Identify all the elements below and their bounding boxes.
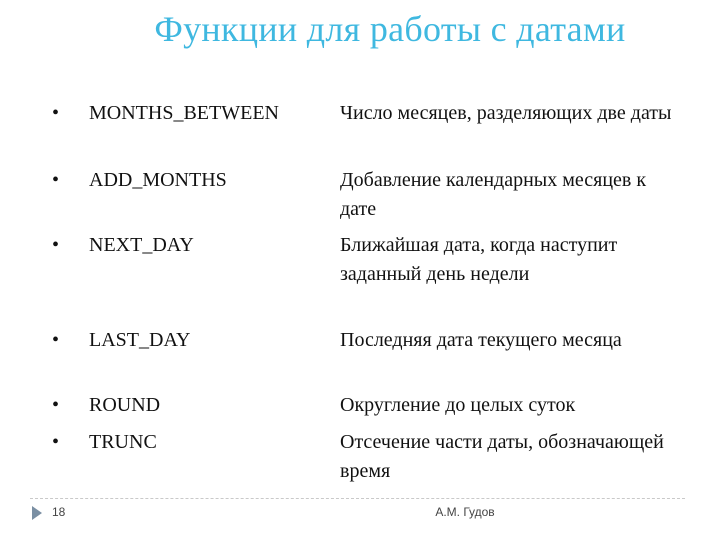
function-name: MONTHS_BETWEEN — [89, 102, 279, 124]
bullet: • — [52, 394, 60, 416]
page-number: 18 — [52, 505, 66, 519]
bullet: • — [52, 431, 60, 453]
bullet: • — [52, 169, 60, 191]
bullet: • — [52, 102, 60, 124]
function-description: Число месяцев, разделяющих две даты — [340, 102, 672, 124]
bullet: • — [52, 329, 60, 351]
function-name: LAST_DAY — [89, 329, 191, 351]
function-description: Ближайшая дата, когда наступит заданный день недели — [340, 234, 618, 285]
function-name: TRUNC — [89, 431, 157, 453]
function-description: Отсечение части даты, обозначающей время — [340, 431, 664, 482]
function-name: ADD_MONTHS — [89, 169, 227, 191]
function-name: NEXT_DAY — [89, 234, 194, 256]
function-name: ROUND — [89, 394, 161, 416]
slide-title: Функции для работы с датами — [154, 9, 626, 49]
bullet: • — [52, 234, 60, 256]
function-description: Округление до целых суток — [340, 394, 576, 416]
function-description: Последняя дата текущего месяца — [340, 329, 622, 351]
footer-author: А.М. Гудов — [435, 505, 495, 519]
footer-divider — [30, 498, 685, 499]
function-description: Добавление календарных месяцев к дате — [340, 169, 647, 220]
arrow-right-icon — [32, 506, 42, 520]
